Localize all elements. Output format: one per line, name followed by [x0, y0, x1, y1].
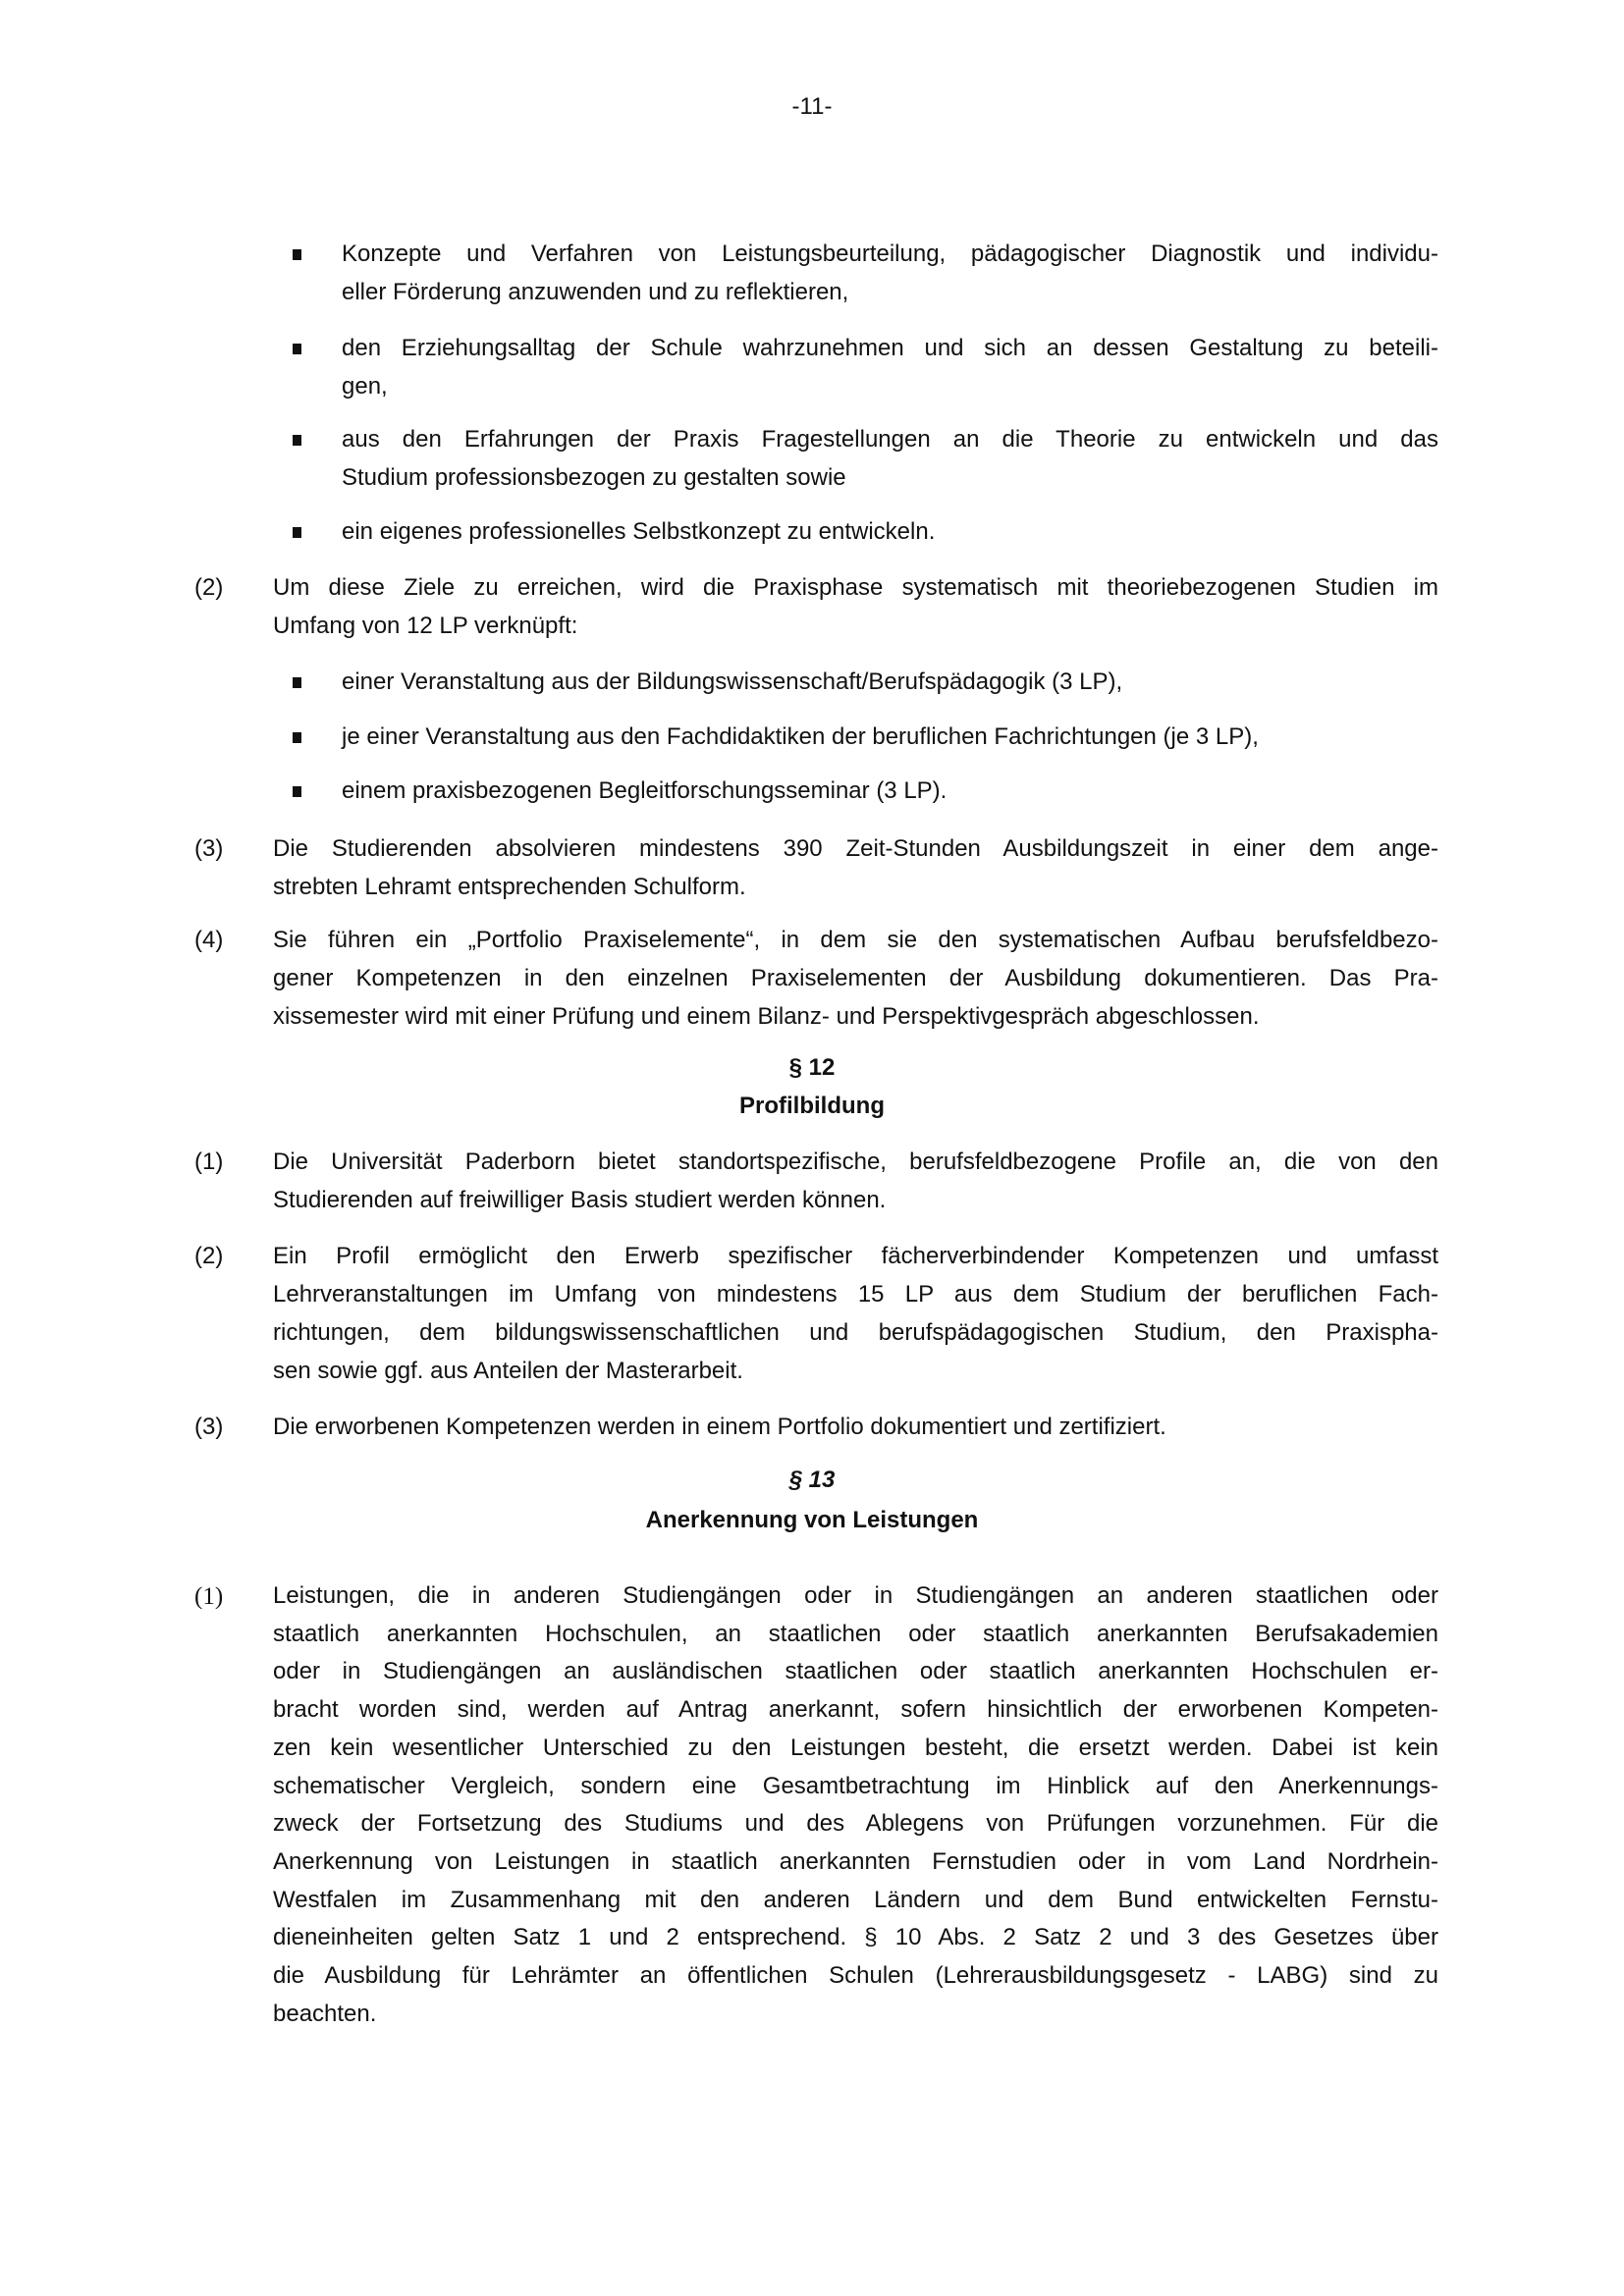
text-line: Studierenden auf freiwilliger Basis studiert werden können.	[273, 1187, 887, 1213]
text-line: die Ausbildung für Lehrämter an öffentlichen Schulen (Lehrerausbildungsgesetz - LABG) sind zu	[273, 1962, 1438, 1990]
paragraph-number: (2)	[194, 1243, 224, 1269]
page-number: -11-	[791, 93, 833, 120]
text-line: strebten Lehramt entsprechenden Schulform.	[273, 874, 746, 900]
text-line: Konzepte und Verfahren von Leistungsbeurteilung, pädagogischer Diagnostik und individu-	[342, 240, 1438, 267]
text-line: Studium professionsbezogen zu gestalten sowie	[342, 464, 846, 491]
bullet-icon	[293, 663, 312, 701]
text-line: gen,	[342, 373, 388, 400]
bullet-icon	[293, 772, 312, 810]
paragraph-number: (3)	[194, 1414, 224, 1440]
bullet-icon	[293, 512, 312, 551]
paragraph-number: (3)	[194, 835, 224, 862]
text-line: Ein Profil ermöglicht den Erwerb spezifischer fächerverbindender Kompetenzen und umfasst	[273, 1243, 1438, 1269]
bullet-icon	[293, 420, 312, 458]
text-line: ein eigenes professionelles Selbstkonzept zu entwickeln.	[342, 518, 936, 545]
text-line: je einer Veranstaltung aus den Fachdidaktiken der beruflichen Fachrichtungen (je 3 LP),	[342, 723, 1259, 750]
section-number: § 13	[788, 1467, 836, 1493]
text-line: oder in Studiengängen an ausländischen staatlichen oder staatlich anerkannten Hochschulen er-	[273, 1658, 1438, 1685]
text-line: schematischer Vergleich, sondern eine Gesamtbetrachtung im Hinblick auf den Anerkennungs-	[273, 1772, 1438, 1799]
paragraph-number: (2)	[194, 574, 224, 601]
text-line: Leistungen, die in anderen Studiengängen oder in Studiengängen an anderen staatlichen oder	[273, 1582, 1438, 1609]
text-line: Umfang von 12 LP verknüpft:	[273, 613, 578, 639]
text-line: staatlich anerkannten Hochschulen, an staatlichen oder staatlich anerkannten Berufsakademien	[273, 1620, 1438, 1647]
text-line: Sie führen ein „Portfolio Praxiselemente“, in dem sie den systematischen Aufbau berufsfeldbezo-	[273, 927, 1438, 953]
paragraph-number: (4)	[194, 927, 224, 953]
paragraph-number: (1)	[194, 1148, 224, 1175]
text-line: zweck der Fortsetzung des Studiums und des Ablegens von Prüfungen vorzunehmen. Für die	[273, 1810, 1438, 1838]
text-line: Um diese Ziele zu erreichen, wird die Praxisphase systematisch mit theoriebezogenen Studien im	[273, 574, 1438, 601]
text-line: richtungen, dem bildungswissenschaftlichen und berufspädagogischen Studium, den Praxispha-	[273, 1319, 1438, 1346]
text-line: eller Förderung anzuwenden und zu reflektieren,	[342, 279, 849, 305]
text-line: bracht worden sind, werden auf Antrag anerkannt, sofern hinsichtlich der erworbenen Kompeten-	[273, 1696, 1438, 1724]
section-title: Profilbildung	[739, 1093, 885, 1119]
text-line: dieneinheiten gelten Satz 1 und 2 entsprechend. § 10 Abs. 2 Satz 2 und 3 des Gesetzes über	[273, 1924, 1438, 1951]
text-line: Anerkennung von Leistungen in staatlich anerkannten Fernstudien oder in vom Land Nordrhein-	[273, 1847, 1438, 1875]
text-line: aus den Erfahrungen der Praxis Fragestellungen an die Theorie zu entwickeln und das	[342, 426, 1438, 453]
text-line: Westfalen im Zusammenhang mit den anderen Ländern und dem Bund entwickelten Fernstu-	[273, 1886, 1438, 1913]
text-line: einem praxisbezogenen Begleitforschungsseminar (3 LP).	[342, 777, 947, 804]
text-line: zen kein wesentlicher Unterschied zu den Leistungen besteht, die ersetzt werden. Dabei ist kein	[273, 1734, 1438, 1761]
text-line: gener Kompetenzen in den einzelnen Praxiselementen der Ausbildung dokumentieren. Das Pra-	[273, 965, 1438, 991]
section-title: Anerkennung von Leistungen	[645, 1507, 979, 1533]
bullet-icon	[293, 329, 312, 367]
text-line: Die erworbenen Kompetenzen werden in einem Portfolio dokumentiert und zertifiziert.	[273, 1414, 1166, 1440]
text-line: den Erziehungsalltag der Schule wahrzunehmen und sich an dessen Gestaltung zu beteili-	[342, 335, 1438, 361]
section-number: § 12	[788, 1054, 836, 1081]
bullet-icon	[293, 718, 312, 756]
text-line: Die Universität Paderborn bietet standortspezifische, berufsfeldbezogene Profile an, die von den	[273, 1148, 1438, 1175]
text-line: beachten.	[273, 2000, 377, 2027]
text-line: xissemester wird mit einer Prüfung und einem Bilanz- und Perspektivgespräch abgeschlossen.	[273, 1003, 1260, 1030]
paragraph-number: (1)	[194, 1583, 224, 1610]
bullet-icon	[293, 235, 312, 273]
text-line: Lehrveranstaltungen im Umfang von mindestens 15 LP aus dem Studium der beruflichen Fach-	[273, 1281, 1438, 1308]
text-line: einer Veranstaltung aus der Bildungswissenschaft/Berufspädagogik (3 LP),	[342, 668, 1123, 695]
text-line: sen sowie ggf. aus Anteilen der Masterarbeit.	[273, 1358, 743, 1384]
text-line: Die Studierenden absolvieren mindestens 390 Zeit-Stunden Ausbildungszeit in einer dem ange-	[273, 835, 1438, 862]
